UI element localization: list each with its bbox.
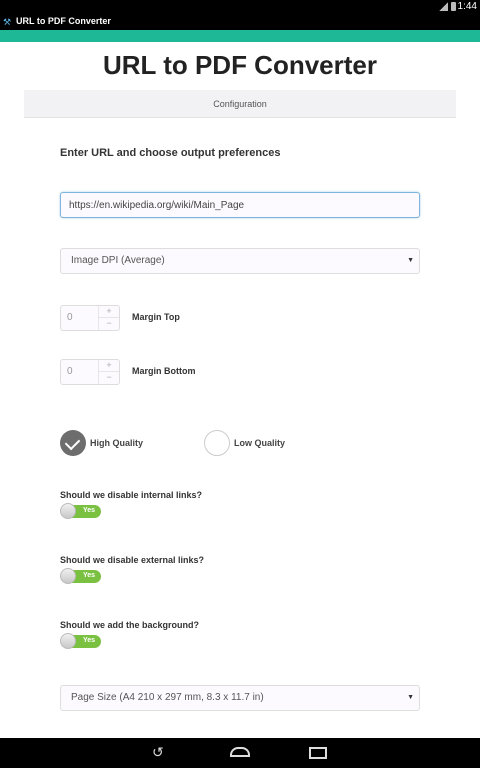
wrench-icon: ⚒ bbox=[3, 17, 12, 27]
background-question: Should we add the background? bbox=[60, 620, 200, 630]
page-size-select[interactable] bbox=[60, 685, 420, 711]
high-quality-radio[interactable] bbox=[60, 430, 86, 456]
high-quality-label[interactable]: High Quality bbox=[90, 438, 144, 448]
internal-links-question: Should we disable internal links? bbox=[60, 490, 203, 500]
toggle-state: Yes bbox=[83, 637, 96, 644]
dpi-select[interactable] bbox=[60, 248, 420, 274]
status-bar bbox=[0, 0, 480, 14]
increment-button[interactable]: + bbox=[99, 360, 119, 372]
decrement-button[interactable]: − bbox=[106, 318, 112, 328]
toggle-state: Yes bbox=[83, 507, 96, 514]
url-input[interactable] bbox=[60, 192, 420, 218]
battery-icon bbox=[451, 2, 456, 11]
external-links-question: Should we disable external links? bbox=[60, 555, 205, 565]
margin-top-stepper[interactable] bbox=[60, 305, 120, 331]
low-quality-label[interactable]: Low Quality bbox=[234, 438, 286, 448]
back-icon[interactable]: ↺ bbox=[152, 744, 164, 760]
toggle-knob bbox=[60, 568, 76, 584]
page-size-select-value: Page Size (A4 210 x 297 mm, 8.3 x 11.7 in) bbox=[71, 692, 264, 703]
margin-top-label: Margin Top bbox=[132, 312, 180, 322]
caret-down-icon: ▼ bbox=[407, 694, 414, 701]
external-links-toggle[interactable] bbox=[63, 570, 101, 583]
recent-apps-icon[interactable] bbox=[309, 747, 327, 759]
low-quality-radio[interactable] bbox=[204, 430, 230, 456]
dpi-select-value: Image DPI (Average) bbox=[71, 255, 165, 266]
toggle-knob bbox=[60, 633, 76, 649]
page-title: URL to PDF Converter bbox=[103, 50, 377, 80]
home-icon[interactable] bbox=[230, 747, 250, 757]
decrement-button[interactable]: − bbox=[106, 372, 112, 382]
background-toggle[interactable] bbox=[63, 635, 101, 648]
tab-configuration[interactable]: Configuration bbox=[24, 90, 456, 118]
app-title: URL to PDF Converter bbox=[16, 16, 111, 26]
stepper-buttons bbox=[98, 306, 119, 330]
signal-icon bbox=[439, 2, 448, 11]
margin-bottom-label: Margin Bottom bbox=[132, 366, 196, 376]
increment-button[interactable]: + bbox=[99, 306, 119, 318]
toggle-state: Yes bbox=[83, 572, 96, 579]
status-time: 1:44 bbox=[457, 1, 477, 12]
stepper-buttons bbox=[98, 360, 119, 384]
accent-strip bbox=[0, 30, 480, 42]
toggle-knob bbox=[60, 503, 76, 519]
status-icons bbox=[439, 2, 456, 11]
margin-top-value[interactable]: 0 bbox=[67, 312, 73, 323]
margin-bottom-value[interactable]: 0 bbox=[67, 366, 73, 377]
caret-down-icon: ▼ bbox=[407, 257, 414, 264]
internal-links-toggle[interactable] bbox=[63, 505, 101, 518]
action-bar bbox=[0, 14, 480, 30]
margin-bottom-stepper[interactable] bbox=[60, 359, 120, 385]
navigation-bar bbox=[0, 738, 480, 768]
section-heading: Enter URL and choose output preferences bbox=[60, 147, 281, 159]
